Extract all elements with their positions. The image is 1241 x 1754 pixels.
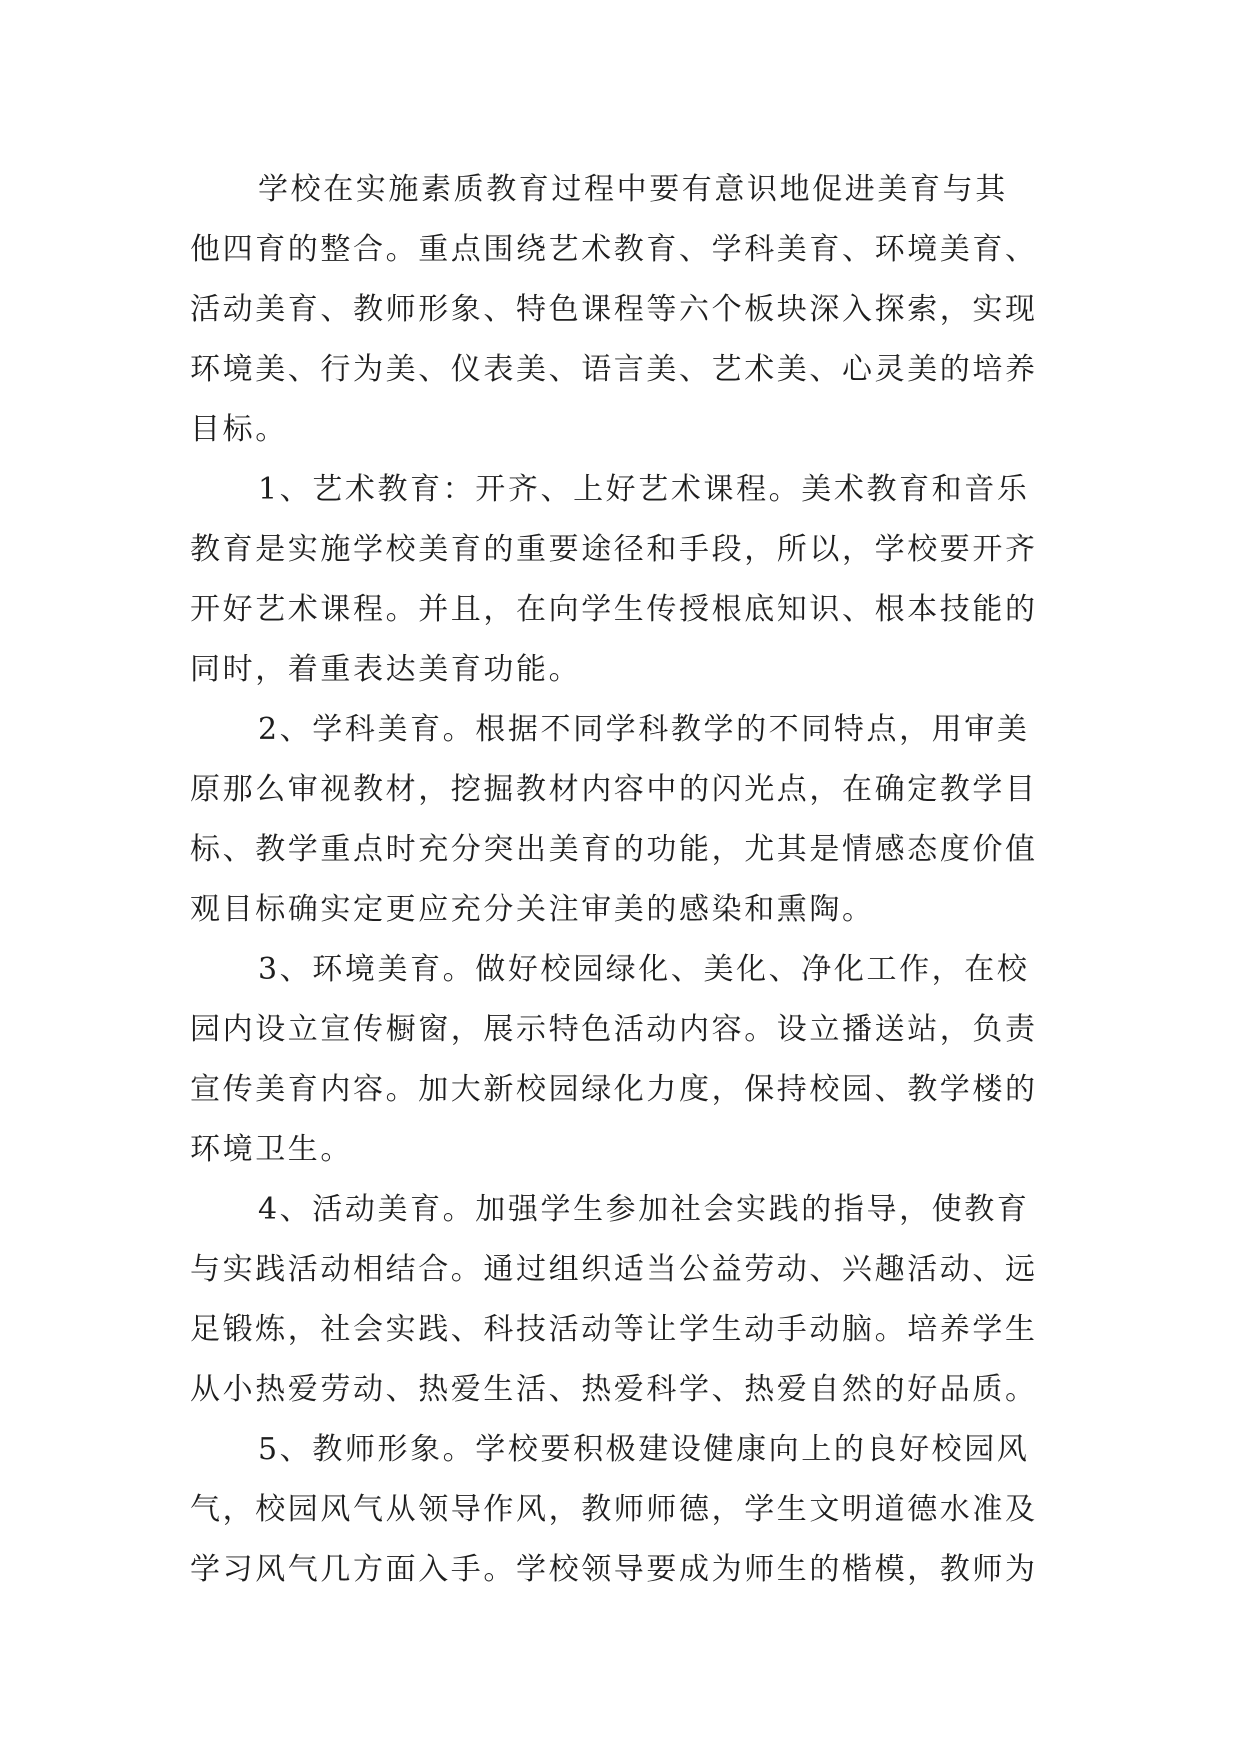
text-line: 学校在实施素质教育过程中要有意识地促进美育与其 <box>258 172 1008 207</box>
text-line: 4、活动美育。加强学生参加社会实践的指导，使教育 <box>258 1192 1030 1227</box>
text-line: 2、学科美育。根据不同学科教学的不同特点，用审美 <box>258 712 1030 747</box>
text-line: 宣传美育内容。加大新校园绿化力度，保持校园、教学楼的 <box>190 1072 1038 1107</box>
text-line: 原那么审视教材，挖掘教材内容中的闪光点，在确定教学目 <box>190 772 1038 807</box>
paragraph-activity-aesthetics <box>190 1180 1070 1420</box>
text-line: 园内设立宣传橱窗，展示特色活动内容。设立播送站，负责 <box>190 1012 1038 1047</box>
text-line: 他四育的整合。重点围绕艺术教育、学科美育、环境美育、 <box>190 232 1038 267</box>
text-line: 环境卫生。 <box>190 1132 353 1167</box>
text-line: 与实践活动相结合。通过组织适当公益劳动、兴趣活动、远 <box>190 1252 1038 1287</box>
text-line: 气，校园风气从领导作风，教师师德，学生文明道德水准及 <box>190 1492 1038 1527</box>
text-line: 环境美、行为美、仪表美、语言美、艺术美、心灵美的培养 <box>190 352 1038 387</box>
text-line: 目标。 <box>190 412 288 447</box>
text-line: 开好艺术课程。并且，在向学生传授根底知识、根本技能的 <box>190 592 1038 627</box>
paragraph-teacher-image <box>190 1420 1070 1600</box>
paragraph-subject-aesthetics <box>190 700 1070 940</box>
text-line: 1、艺术教育：开齐、上好艺术课程。美术教育和音乐 <box>258 472 1030 507</box>
text-line: 5、教师形象。学校要积极建设健康向上的良好校园风 <box>258 1432 1030 1467</box>
paragraph-intro <box>190 160 1070 460</box>
paragraph-environment-aesthetics <box>190 940 1070 1180</box>
document-body <box>190 160 1070 1600</box>
text-line: 从小热爱劳动、热爱生活、热爱科学、热爱自然的好品质。 <box>190 1372 1038 1407</box>
text-line: 活动美育、教师形象、特色课程等六个板块深入探索，实现 <box>190 292 1038 327</box>
text-line: 3、环境美育。做好校园绿化、美化、净化工作，在校 <box>258 952 1030 987</box>
paragraph-art-education <box>190 460 1070 700</box>
text-line: 同时，着重表达美育功能。 <box>190 652 582 687</box>
text-line: 标、教学重点时充分突出美育的功能，尤其是情感态度价值 <box>190 832 1038 867</box>
text-line: 教育是实施学校美育的重要途径和手段，所以，学校要开齐 <box>190 532 1038 567</box>
text-line: 足锻炼，社会实践、科技活动等让学生动手动脑。培养学生 <box>190 1312 1038 1347</box>
text-line: 学习风气几方面入手。学校领导要成为师生的楷模，教师为 <box>190 1552 1038 1587</box>
text-line: 观目标确实定更应充分关注审美的感染和熏陶。 <box>190 892 875 927</box>
